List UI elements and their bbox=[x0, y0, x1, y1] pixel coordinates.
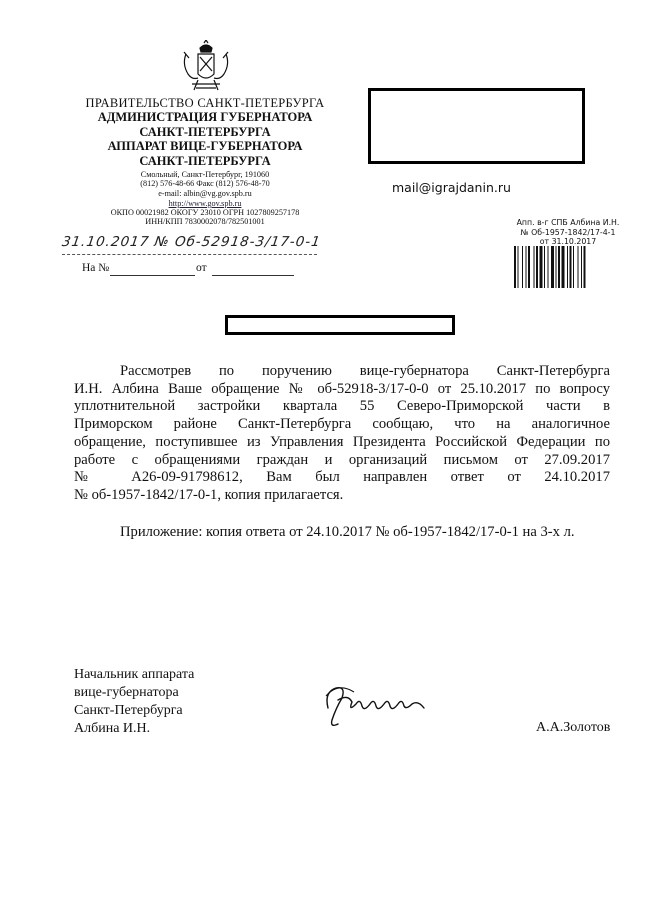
barcode-bar bbox=[548, 246, 549, 288]
government-name: ПРАВИТЕЛЬСТВО САНКТ-ПЕТЕРБУРГА bbox=[85, 96, 325, 110]
body-line: обращение, поступившее из Управления Президента Российской Федерации по bbox=[74, 433, 610, 450]
barcode-bar bbox=[567, 246, 568, 288]
office-okpo: ОКПО 00021982 ОКОГУ 23010 ОГРН 1027809257178 bbox=[110, 208, 300, 217]
office-city: САНКТ-ПЕТЕРБУРГА bbox=[139, 154, 271, 168]
attachment-note: Приложение: копия ответа от 24.10.2017 № об-1957-1842/17-0-1 на 3-х л. bbox=[120, 524, 575, 540]
barcode-bar bbox=[534, 246, 535, 288]
body-line: И.Н. Албина Ваше обращение № об-52918-3/17-0-0 от 25.10.2017 по вопросу bbox=[74, 380, 610, 397]
office-email: e-mail: albin@vg.gov.spb.ru bbox=[158, 189, 252, 198]
reference-from-label: от bbox=[196, 262, 207, 274]
letter-body bbox=[74, 363, 610, 505]
reference-label: На № bbox=[82, 262, 110, 274]
barcode-bar bbox=[536, 246, 538, 288]
barcode-bar bbox=[526, 246, 527, 288]
registration-underline bbox=[62, 254, 317, 255]
recipient-email: mail@igrajdanin.ru bbox=[392, 180, 511, 195]
signatory-title-line: Начальник аппарата bbox=[74, 667, 195, 682]
signatory-title-line: Албина И.Н. bbox=[74, 721, 151, 736]
barcode-caption-line2: № Об-1957-1842/17-4-1 bbox=[520, 227, 616, 237]
office-address: Смольный, Санкт-Петербург, 191060 bbox=[140, 170, 270, 179]
administration-city: САНКТ-ПЕТЕРБУРГА bbox=[139, 125, 271, 139]
barcode-bar bbox=[562, 246, 565, 288]
barcode-bar bbox=[558, 246, 560, 288]
office-name: АППАРАТ ВИЦЕ-ГУБЕРНАТОРА bbox=[107, 139, 303, 153]
redacted-salutation bbox=[225, 315, 455, 335]
administration-name: АДМИНИСТРАЦИЯ ГУБЕРНАТОРА bbox=[97, 110, 313, 124]
barcode-bar bbox=[570, 246, 572, 288]
barcode-caption-line1: Апп. в-г СПБ Албина И.Н. bbox=[516, 218, 620, 227]
office-inn: ИНН/КПП 7830002078/782501001 bbox=[145, 217, 265, 226]
body-line: Рассмотрев по поручению вице-губернатора Санкт-Петербурга bbox=[120, 363, 610, 379]
barcode-caption bbox=[508, 218, 628, 247]
signatory-title bbox=[74, 666, 194, 738]
signer-name: А.А.Золотов bbox=[536, 720, 611, 735]
barcode-bar bbox=[514, 246, 516, 288]
redacted-addressee bbox=[368, 88, 585, 164]
handwritten-signature bbox=[318, 678, 430, 732]
barcode bbox=[514, 246, 614, 288]
reference-number-line bbox=[110, 275, 195, 276]
barcode-bar bbox=[556, 246, 557, 288]
body-line: № А26-09-91798612, Вам был направлен ответ от 24.10.2017 bbox=[74, 469, 610, 486]
barcode-bar bbox=[518, 246, 519, 288]
barcode-bar bbox=[578, 246, 579, 288]
barcode-bar bbox=[551, 246, 554, 288]
coat-of-arms-icon bbox=[178, 40, 234, 96]
barcode-bar bbox=[584, 246, 586, 288]
office-website-link[interactable]: http://www.gov.spb.ru bbox=[168, 199, 242, 208]
body-line: работе с обращениями граждан и организаций письмом от 27.09.2017 bbox=[74, 451, 610, 468]
body-line: № об-1957-1842/17-0-1, копия прилагается. bbox=[74, 486, 344, 503]
barcode-caption-line3: от 31.10.2017 bbox=[539, 237, 597, 246]
barcode-bar bbox=[522, 246, 523, 288]
office-phone-fax: (812) 576-48-66 Факс (812) 576-48-70 bbox=[140, 179, 270, 188]
body-line: Приморском районе Санкт-Петербурга сообщаю, что на аналогичное bbox=[74, 416, 610, 433]
reference-date-line bbox=[212, 275, 294, 276]
barcode-bar bbox=[544, 246, 545, 288]
barcode-bar bbox=[573, 246, 574, 288]
body-line: уплотнительной застройки квартала 55 Северо-Приморской части в bbox=[74, 398, 610, 415]
signatory-title-line: Санкт-Петербурга bbox=[74, 703, 183, 718]
signatory-title-line: вице-губернатора bbox=[74, 685, 179, 700]
barcode-bar bbox=[540, 246, 543, 288]
registration-number: 31.10.2017 № Об-52918-3/17-0-1 bbox=[60, 234, 322, 250]
barcode-bar bbox=[528, 246, 530, 288]
barcode-bar bbox=[581, 246, 582, 288]
